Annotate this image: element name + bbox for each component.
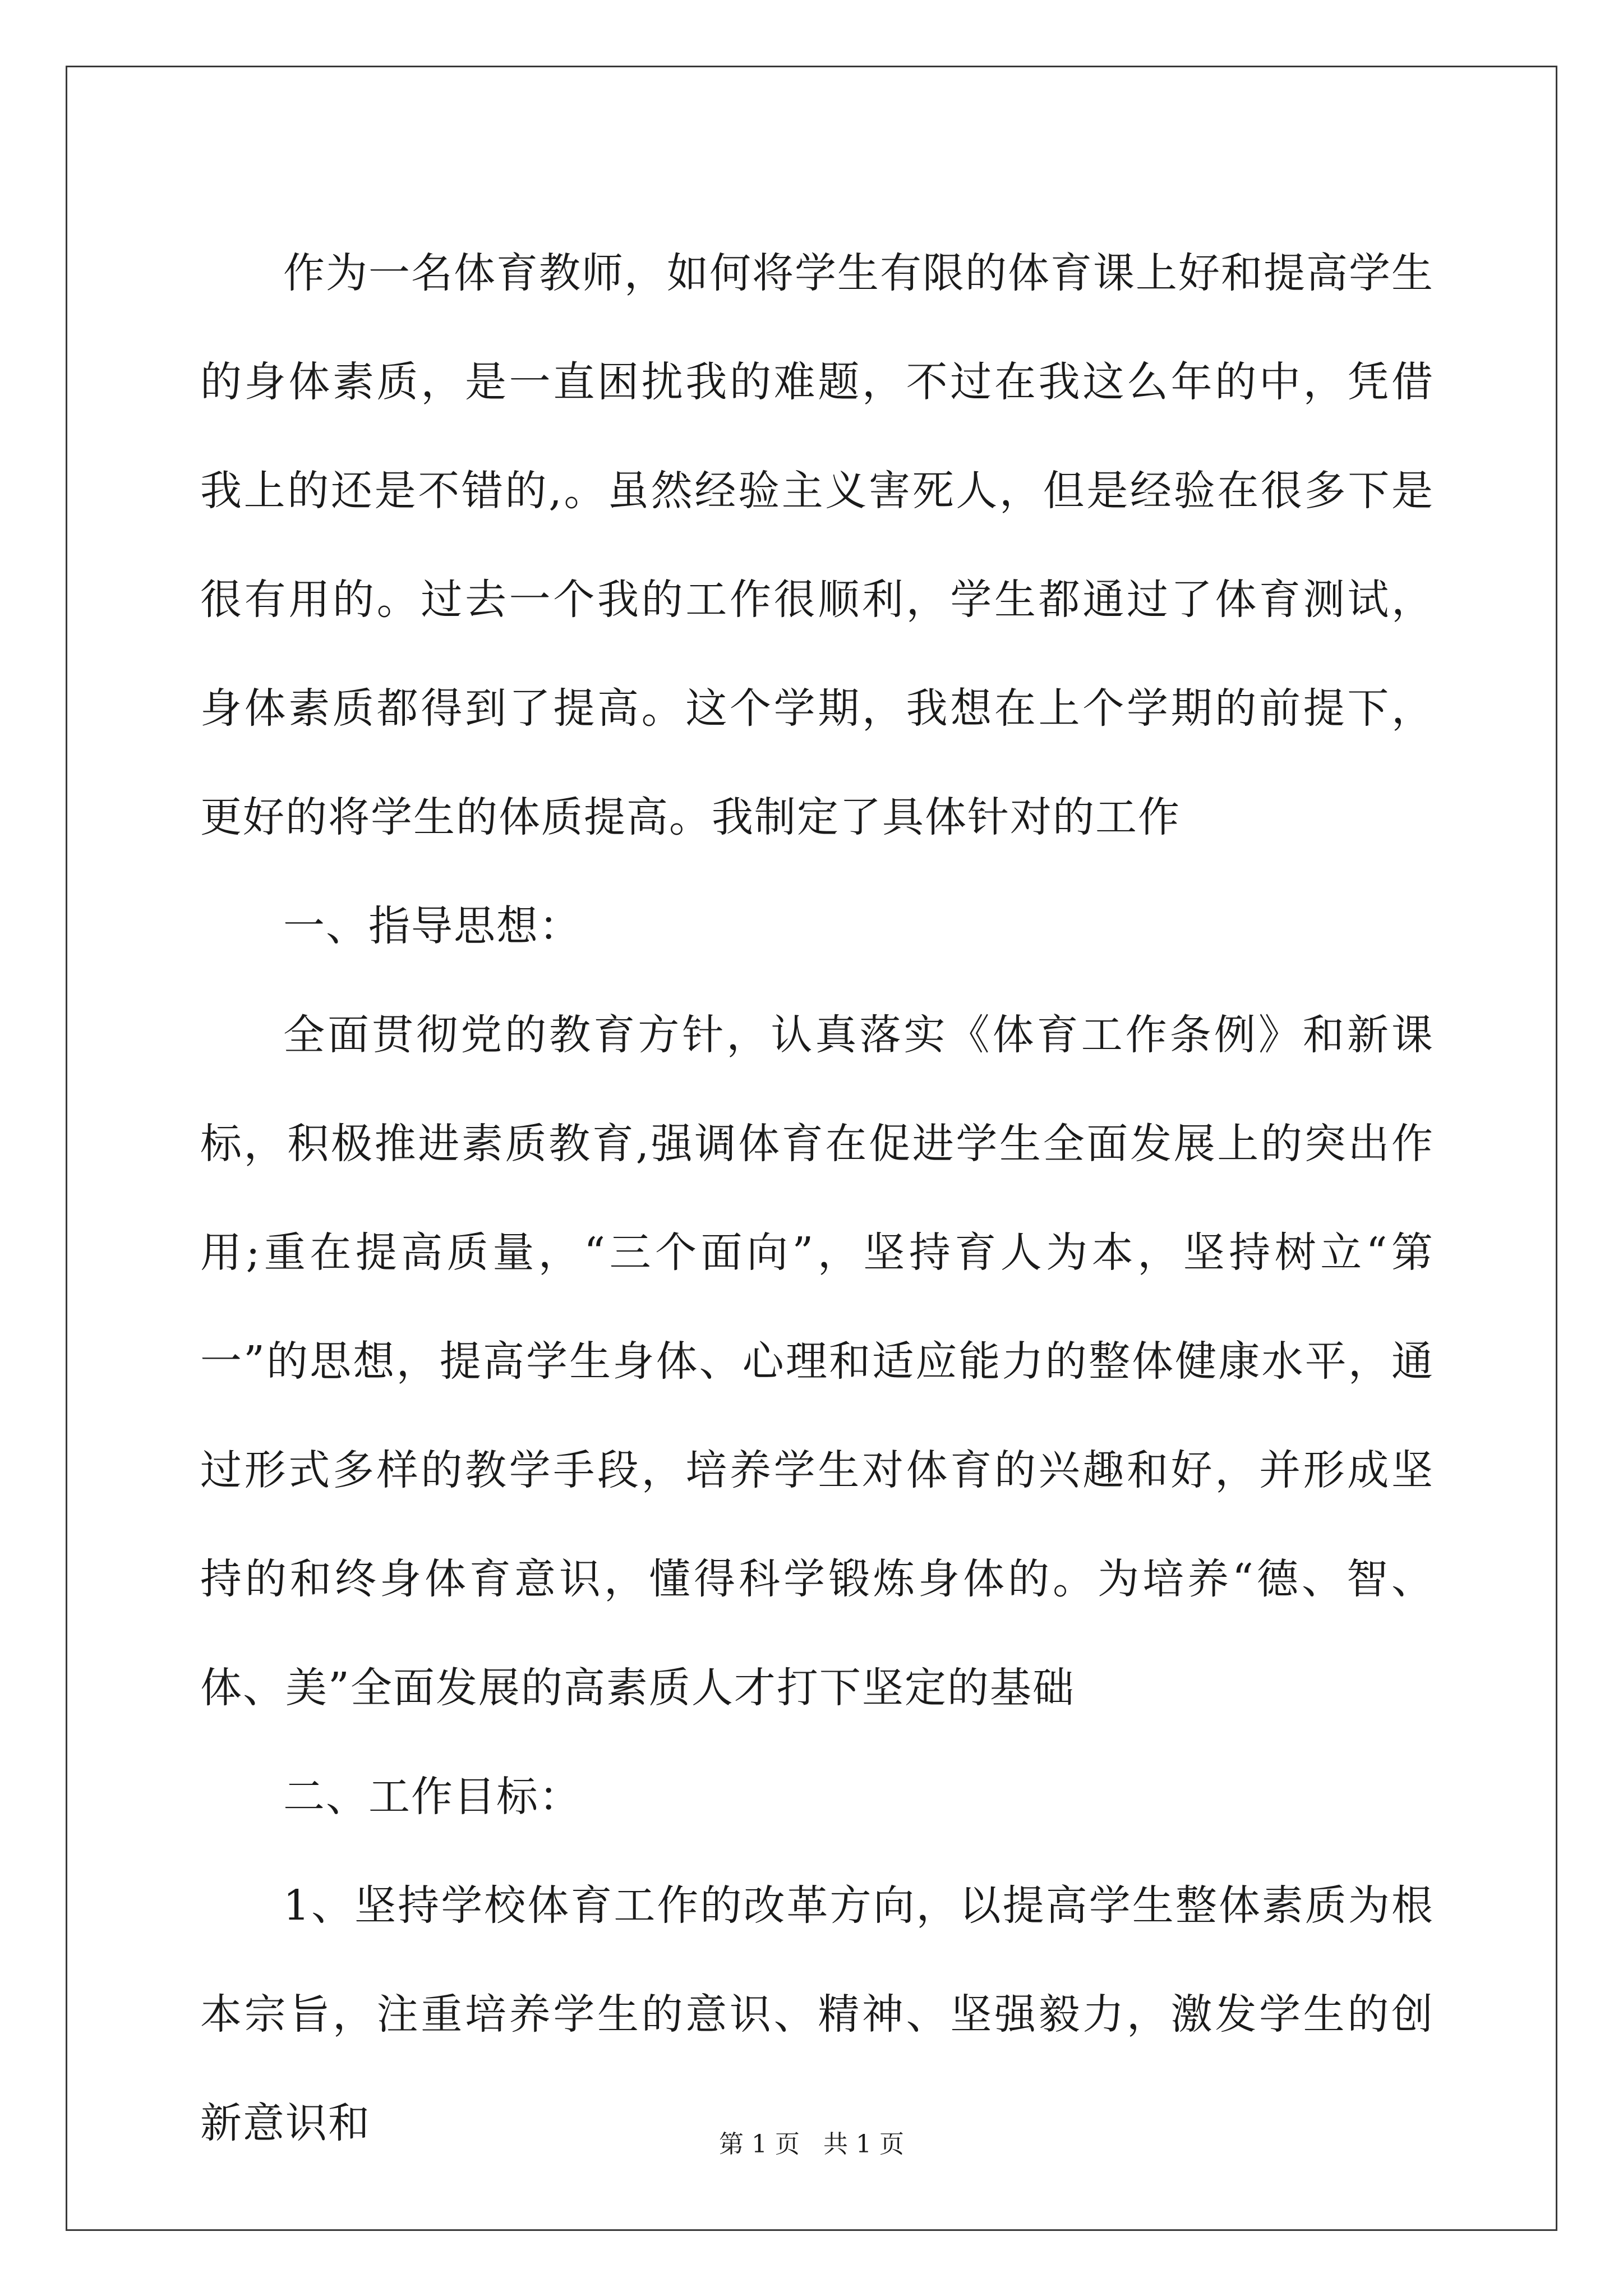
paragraph-intro: 作为一名体育教师，如何将学生有限的体育课上好和提高学生的身体素质，是一直困扰我的难题，不过在我这么年的中，凭借我上的还是不错的,。虽然经验主义害死人，但是经验在很多下是很有用的。过去一个我的工作很顺利，学生都通过了体育测试，身体素质都得到了提高。这个学期，我想在上个学期的前提下，更好的将学生的体质提高。我制定了具体针对的工作: [200, 249, 1434, 841]
page-number-footer: 第 1 页 共 1 页: [719, 2130, 904, 2159]
paragraph-work-goal-1: 1、坚持学校体育工作的改革方向，以提高学生整体素质为根本宗旨，注重培养学生的意识、精神、坚强毅力，激发学生的创新意识和: [200, 1881, 1434, 2147]
document-body: [200, 219, 1434, 2178]
heading-work-goals: 二、工作目标：: [283, 1773, 582, 1821]
heading-guiding-ideology: 一、指导思想：: [283, 902, 582, 950]
paragraph-guiding-ideology: 全面贯彻党的教育方针，认真落实《体育工作条例》和新课标，积极推进素质教育,强调体育在促进学生全面发展上的突出作用;重在提高质量，“三个面向”，坚持育人为本，坚持树立“第一”的思想，提高学生身体、心理和适应能力的整体健康水平，通过形式多样的教学手段，培养学生对体育的兴趣和好，并形成坚持的和终身体育意识，懂得科学锻炼身体的。为培养“德、智、体、美”全面发展的高素质人才打下坚定的基础: [200, 1011, 1434, 1712]
